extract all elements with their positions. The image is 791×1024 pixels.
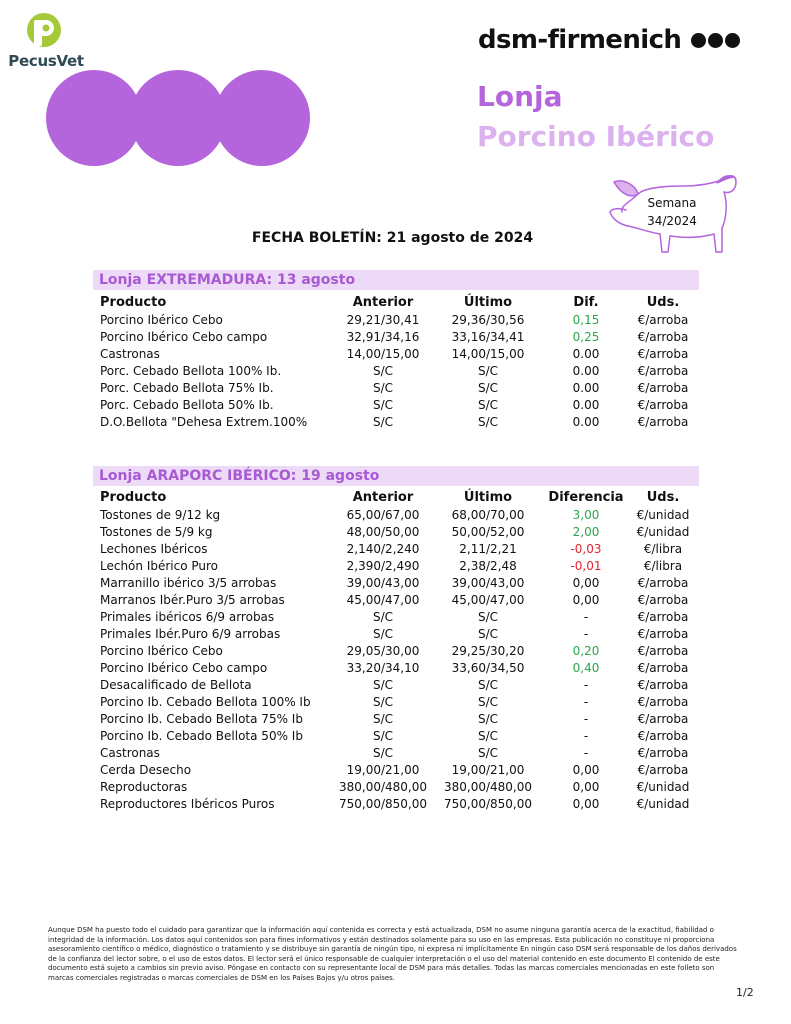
product-cell: Porcino Ibérico Cebo: [100, 313, 223, 327]
brand-dots-icon: [691, 33, 740, 48]
pecusvet-logo: [6, 12, 86, 72]
dif-cell: 0,25: [572, 330, 600, 344]
product-cell: Reproductoras: [100, 780, 188, 794]
product-cell: Castronas: [100, 347, 160, 361]
ultimo-cell: S/C: [477, 415, 499, 429]
uds-cell: €/arroba: [637, 661, 689, 675]
anterior-cell: S/C: [372, 695, 394, 709]
dif-cell: 0,00: [572, 797, 600, 811]
product-cell: Porcino Ibérico Cebo campo: [100, 661, 268, 675]
dif-cell: -: [583, 695, 589, 709]
ultimo-cell: 33,60/34,50: [451, 661, 525, 675]
ultimo-cell: 33,16/34,41: [451, 330, 525, 344]
dif-cell: 0,00: [572, 576, 600, 590]
table-row: [93, 745, 699, 762]
anterior-cell: 2,140/2,240: [346, 542, 420, 556]
anterior-cell: 48,00/50,00: [346, 525, 420, 539]
dif-cell: 0,00: [572, 593, 600, 607]
ultimo-cell: 45,00/47,00: [451, 593, 525, 607]
table-row: [93, 558, 699, 575]
uds-cell: €/arroba: [637, 695, 689, 709]
brand-logo: [478, 22, 740, 58]
uds-cell: €/arroba: [637, 627, 689, 641]
column-header: Producto: [100, 295, 167, 310]
table-row: [93, 694, 699, 711]
uds-cell: €/arroba: [637, 746, 689, 760]
table-row: [93, 312, 699, 329]
ultimo-cell: 380,00/480,00: [443, 780, 533, 794]
ultimo-cell: 750,00/850,00: [443, 797, 533, 811]
table-row: [93, 626, 699, 643]
pecusvet-logo-text: PecusVet: [8, 52, 84, 70]
araporc-header-row: [93, 489, 699, 507]
uds-cell: €/arroba: [637, 313, 689, 327]
decorative-circle: [130, 70, 226, 166]
uds-cell: €/arroba: [637, 415, 689, 429]
uds-cell: €/unidad: [636, 525, 690, 539]
bulletin-date: FECHA BOLETÍN: 21 agosto de 2024: [251, 230, 534, 246]
dif-cell: 0.00: [572, 347, 600, 361]
anterior-cell: S/C: [372, 415, 394, 429]
anterior-cell: 65,00/67,00: [346, 508, 420, 522]
ultimo-cell: S/C: [477, 627, 499, 641]
anterior-cell: 39,00/43,00: [346, 576, 420, 590]
product-cell: Porc. Cebado Bellota 100% Ib.: [100, 364, 282, 378]
product-cell: Porcino Ibérico Cebo: [100, 644, 223, 658]
column-header: Último: [463, 295, 513, 310]
anterior-cell: S/C: [372, 398, 394, 412]
page-title: Lonja: [477, 80, 563, 113]
ultimo-cell: S/C: [477, 678, 499, 692]
extremadura-rows: [93, 312, 699, 431]
product-cell: Marranos Ibér.Puro 3/5 arrobas: [100, 593, 285, 607]
ultimo-cell: 29,36/30,56: [451, 313, 525, 327]
extremadura-section: [93, 270, 699, 431]
product-cell: Tostones de 9/12 kg: [100, 508, 221, 522]
brand-name: dsm-firmenich: [478, 25, 682, 55]
anterior-cell: S/C: [372, 610, 394, 624]
uds-cell: €/arroba: [637, 763, 689, 777]
anterior-cell: S/C: [372, 364, 394, 378]
uds-cell: €/arroba: [637, 398, 689, 412]
uds-cell: €/libra: [643, 542, 683, 556]
dif-cell: -: [583, 627, 589, 641]
dif-cell: 0.00: [572, 364, 600, 378]
ultimo-cell: 39,00/43,00: [451, 576, 525, 590]
ultimo-cell: S/C: [477, 746, 499, 760]
pecusvet-mark-icon: [24, 12, 64, 52]
anterior-cell: S/C: [372, 627, 394, 641]
dif-cell: -0,01: [570, 559, 602, 573]
dif-cell: -: [583, 746, 589, 760]
decorative-circle: [214, 70, 310, 166]
uds-cell: €/arroba: [637, 381, 689, 395]
dif-cell: -0,03: [570, 542, 602, 556]
product-cell: Reproductores Ibéricos Puros: [100, 797, 275, 811]
dif-cell: 0,20: [572, 644, 600, 658]
dif-cell: 3,00: [572, 508, 600, 522]
uds-cell: €/arroba: [637, 347, 689, 361]
uds-cell: €/arroba: [637, 593, 689, 607]
product-cell: Porc. Cebado Bellota 75% Ib.: [100, 381, 274, 395]
ultimo-cell: S/C: [477, 364, 499, 378]
araporc-section: [93, 466, 699, 813]
anterior-cell: 19,00/21,00: [346, 763, 420, 777]
ultimo-cell: S/C: [477, 695, 499, 709]
table-row: [93, 414, 699, 431]
table-row: [93, 609, 699, 626]
table-row: [93, 592, 699, 609]
dif-cell: 0,40: [572, 661, 600, 675]
dif-cell: 0,15: [572, 313, 600, 327]
ultimo-cell: S/C: [477, 398, 499, 412]
product-cell: Porcino Ib. Cebado Bellota 100% Ib: [100, 695, 311, 709]
araporc-title: Lonja ARAPORC IBÉRICO: 19 agosto: [93, 466, 699, 486]
dif-cell: 0,00: [572, 763, 600, 777]
uds-cell: €/arroba: [637, 712, 689, 726]
anterior-cell: 45,00/47,00: [346, 593, 420, 607]
uds-cell: €/arroba: [637, 576, 689, 590]
uds-cell: €/libra: [643, 559, 683, 573]
table-row: [93, 677, 699, 694]
anterior-cell: 33,20/34,10: [346, 661, 420, 675]
anterior-cell: 32,91/34,16: [346, 330, 420, 344]
product-cell: Castronas: [100, 746, 160, 760]
uds-cell: €/arroba: [637, 644, 689, 658]
anterior-cell: S/C: [372, 746, 394, 760]
ultimo-cell: S/C: [477, 610, 499, 624]
column-header: Diferencia: [548, 490, 624, 505]
column-header: Dif.: [573, 295, 599, 310]
column-header: Anterior: [352, 295, 414, 310]
page-subtitle: Porcino Ibérico: [477, 120, 715, 153]
table-row: [93, 524, 699, 541]
uds-cell: €/unidad: [636, 797, 690, 811]
ultimo-cell: 14,00/15,00: [451, 347, 525, 361]
table-row: [93, 660, 699, 677]
anterior-cell: S/C: [372, 729, 394, 743]
ultimo-cell: 50,00/52,00: [451, 525, 525, 539]
product-cell: Porcino Ib. Cebado Bellota 75% Ib: [100, 712, 303, 726]
araporc-rows: [93, 507, 699, 813]
column-header: Último: [463, 490, 513, 505]
column-header: Anterior: [352, 490, 414, 505]
dif-cell: -: [583, 610, 589, 624]
table-row: [93, 380, 699, 397]
uds-cell: €/arroba: [637, 364, 689, 378]
uds-cell: €/arroba: [637, 610, 689, 624]
table-row: [93, 779, 699, 796]
column-header: Uds.: [646, 295, 680, 310]
anterior-cell: S/C: [372, 678, 394, 692]
ultimo-cell: 2,38/2,48: [459, 559, 517, 573]
table-row: [93, 397, 699, 414]
product-cell: Lechones Ibéricos: [100, 542, 208, 556]
week-label: Semana: [647, 196, 697, 210]
dif-cell: -: [583, 729, 589, 743]
product-cell: Marranillo ibérico 3/5 arrobas: [100, 576, 277, 590]
dif-cell: 0.00: [572, 415, 600, 429]
product-cell: Porcino Ibérico Cebo campo: [100, 330, 268, 344]
dif-cell: 0.00: [572, 398, 600, 412]
table-row: [93, 643, 699, 660]
extremadura-header-row: [93, 294, 699, 312]
product-cell: Porcino Ib. Cebado Bellota 50% Ib: [100, 729, 303, 743]
anterior-cell: 29,21/30,41: [346, 313, 420, 327]
ultimo-cell: S/C: [477, 729, 499, 743]
ultimo-cell: 68,00/70,00: [451, 508, 525, 522]
uds-cell: €/unidad: [636, 780, 690, 794]
table-row: [93, 507, 699, 524]
extremadura-title: Lonja EXTREMADURA: 13 agosto: [93, 270, 699, 290]
dif-cell: -: [583, 678, 589, 692]
table-row: [93, 711, 699, 728]
uds-cell: €/unidad: [636, 508, 690, 522]
table-row: [93, 762, 699, 779]
ultimo-cell: 29,25/30,20: [451, 644, 525, 658]
column-header: Uds.: [646, 490, 680, 505]
anterior-cell: 2,390/2,490: [346, 559, 420, 573]
dif-cell: -: [583, 712, 589, 726]
column-header: Producto: [100, 490, 167, 505]
ultimo-cell: 19,00/21,00: [451, 763, 525, 777]
uds-cell: €/arroba: [637, 330, 689, 344]
page-number: 1/2: [736, 986, 754, 999]
product-cell: Porc. Cebado Bellota 50% Ib.: [100, 398, 274, 412]
decorative-circles: [46, 70, 314, 166]
dif-cell: 0,00: [572, 780, 600, 794]
anterior-cell: S/C: [372, 712, 394, 726]
anterior-cell: 29,05/30,00: [346, 644, 420, 658]
decorative-circle: [46, 70, 142, 166]
uds-cell: €/arroba: [637, 729, 689, 743]
product-cell: Primales Ibér.Puro 6/9 arrobas: [100, 627, 281, 641]
anterior-cell: 14,00/15,00: [346, 347, 420, 361]
product-cell: Primales ibéricos 6/9 arrobas: [100, 610, 275, 624]
product-cell: D.O.Bellota "Dehesa Extrem.100%: [100, 415, 308, 429]
table-row: [93, 728, 699, 745]
product-cell: Lechón Ibérico Puro: [100, 559, 219, 573]
disclaimer-text: Aunque DSM ha puesto todo el cuidado para garantizar que la información aquí contenida es correcta y está actualizada, DSM no asume ninguna garantía acerca de la exactitud, fiabilidad o integridad de la información. Los datos aquí contenidos son para fines informativos y están destinados solamente para su uso en las empresas. Esta publicación no constituye ni proporciona asesoramiento científico o médico, diagnóstico o tratamiento y se distribuye sin garantía de ningún tipo, ni expresa ni implícitamente En ningún caso DSM será responsable de los daños derivados de la confianza del lector sobre, o el uso de estos datos. El lector será el único responsable de cualquier interpretación o el uso del material contenido en este documento El contenido de este documento está sujeto a cambios sin previo aviso. Póngase en contacto con su representante local de DSM para más detalles. Todas las marcas comerciales mencionadas en este folleto son marcas comerciales registradas o marcas comerciales de DSM en los Países Bajos y/u otros países.: [48, 926, 737, 982]
week-value: 34/2024: [647, 214, 697, 228]
product-cell: Desacalificado de Bellota: [100, 678, 252, 692]
product-cell: Cerda Desecho: [100, 763, 192, 777]
anterior-cell: 380,00/480,00: [338, 780, 428, 794]
week-badge: [636, 194, 708, 230]
ultimo-cell: S/C: [477, 712, 499, 726]
uds-cell: €/arroba: [637, 678, 689, 692]
dif-cell: 0.00: [572, 381, 600, 395]
table-row: [93, 796, 699, 813]
dif-cell: 2,00: [572, 525, 600, 539]
ultimo-cell: 2,11/2,21: [459, 542, 517, 556]
table-row: [93, 346, 699, 363]
table-row: [93, 575, 699, 592]
ultimo-cell: S/C: [477, 381, 499, 395]
anterior-cell: 750,00/850,00: [338, 797, 428, 811]
bulletin-date-row: [0, 230, 791, 246]
anterior-cell: S/C: [372, 381, 394, 395]
product-cell: Tostones de 5/9 kg: [100, 525, 213, 539]
table-row: [93, 363, 699, 380]
table-row: [93, 329, 699, 346]
table-row: [93, 541, 699, 558]
